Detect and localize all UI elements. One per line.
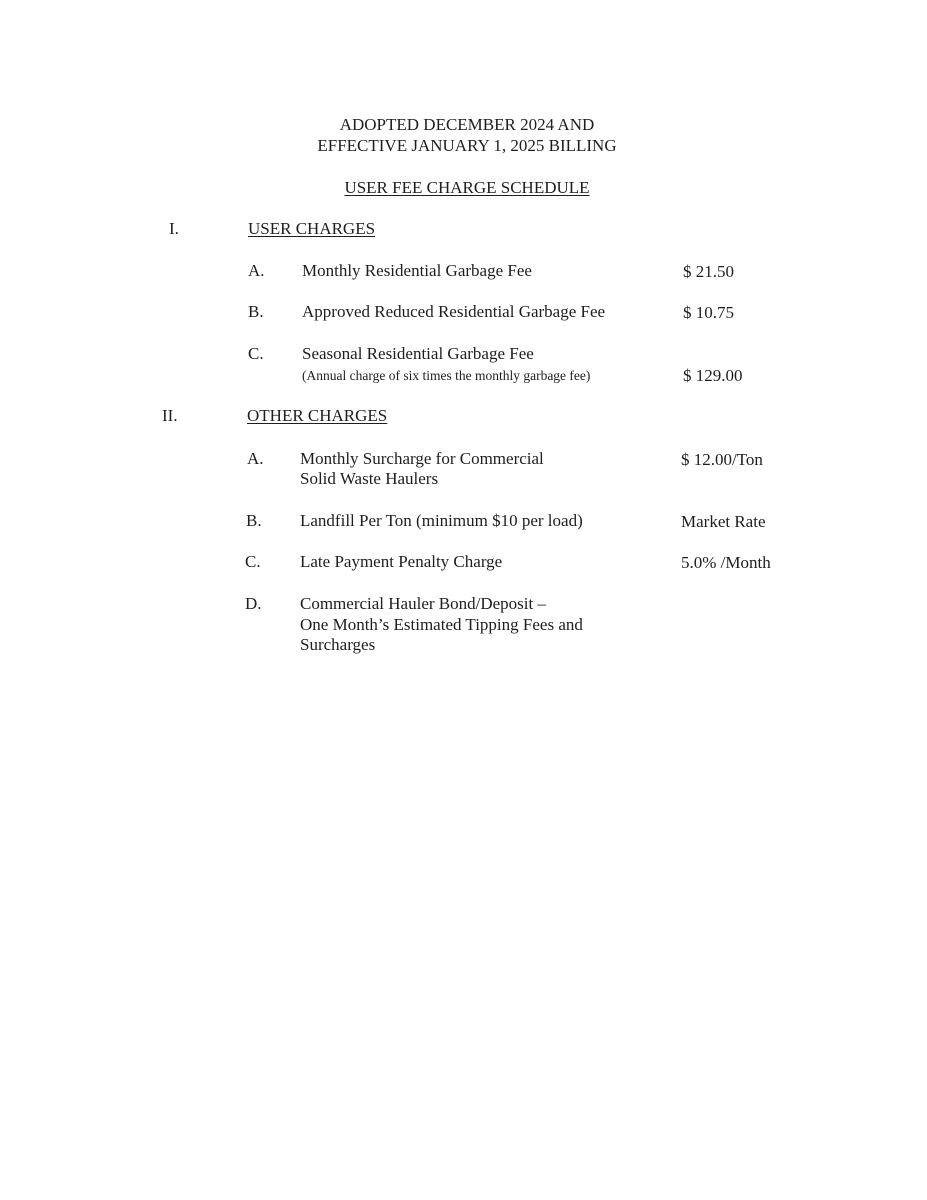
item-note: (Annual charge of six times the monthly garbage fee) [302,368,591,383]
item-description: Approved Reduced Residential Garbage Fee [302,302,606,321]
item-letter: A. [248,261,265,280]
item-description: Solid Waste Haulers [300,469,439,488]
item-amount: $ 21.50 [683,262,734,281]
item-description: One Month’s Estimated Tipping Fees and [300,615,583,634]
item-description: Commercial Hauler Bond/Deposit – [300,594,546,613]
item-letter: A. [247,449,264,468]
item-description: Monthly Residential Garbage Fee [302,261,532,280]
item-letter: B. [248,302,264,321]
item-letter: B. [246,511,262,530]
item-letter: C. [245,552,261,571]
section-numeral: I. [169,219,179,238]
item-description: Late Payment Penalty Charge [300,552,503,571]
item-amount: 5.0% /Month [681,553,771,572]
item-description: Seasonal Residential Garbage Fee [302,344,534,363]
item-description: Landfill Per Ton (minimum $10 per load) [300,511,583,530]
item-amount: $ 10.75 [683,303,734,322]
header-line-2: EFFECTIVE JANUARY 1, 2025 BILLING [317,136,617,155]
item-amount: Market Rate [681,512,766,531]
section-numeral: II. [162,406,178,425]
item-description: Monthly Surcharge for Commercial [300,449,544,468]
schedule-title: USER FEE CHARGE SCHEDULE [344,178,590,197]
item-amount: $ 129.00 [683,366,743,385]
item-letter: C. [248,344,264,363]
item-description: Surcharges [300,635,376,654]
header-line-1: ADOPTED DECEMBER 2024 AND [339,115,595,134]
section-title: USER CHARGES [248,219,376,238]
item-amount: $ 12.00/Ton [681,450,763,469]
item-letter: D. [245,594,262,613]
section-title: OTHER CHARGES [247,406,388,425]
